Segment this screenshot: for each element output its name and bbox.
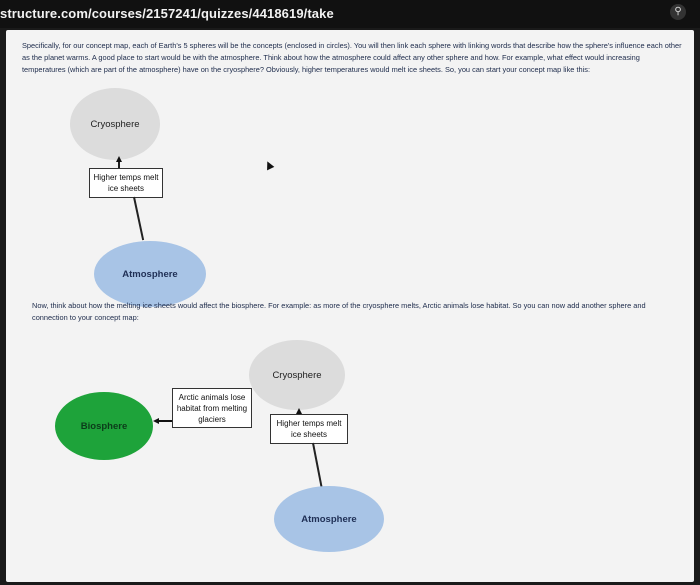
mouse-cursor-icon bbox=[264, 160, 275, 171]
now-paragraph: Now, think about how the melting ice sheets would affect the biosphere. For example: as more of the cryosphere melts, Arctic animals lose habitat. So you can now add another sphere and connection to your concept map: bbox=[32, 301, 646, 322]
cryosphere-node bbox=[249, 340, 345, 410]
biosphere-label: Biosphere bbox=[80, 420, 128, 432]
link-label: Higher temps melt ice sheets bbox=[93, 173, 159, 193]
atmosphere-label: Atmosphere bbox=[301, 513, 357, 525]
browser-address-bar[interactable] bbox=[0, 0, 700, 28]
link-label-box bbox=[89, 168, 163, 198]
cryosphere-label: Cryosphere bbox=[272, 369, 322, 381]
biosphere-node bbox=[55, 392, 153, 460]
intro-paragraph: Specifically, for our concept map, each of Earth's 5 spheres will be the concepts (enclosed in circles). You will then link each sphere with linking words that describe how the sphere's influence each other as the planet warms. A good place to start would be with the atmosphere. Think about how the atmosphere could affect any other sphere and how. For example, what effect would increasing temperatures (which are part of the atmosphere) have on the cryosphere? Obviously, higher temperatures would melt ice sheets. So, you can start your concept map like this: bbox=[22, 41, 682, 74]
atmosphere-node bbox=[94, 241, 206, 307]
link-label-box bbox=[172, 388, 252, 428]
link-label: Arctic animals lose habitat from melting glaciers bbox=[176, 393, 248, 424]
cryosphere-label: Cryosphere bbox=[90, 118, 140, 130]
connector-line bbox=[133, 197, 144, 240]
link-label: Higher temps melt ice sheets bbox=[276, 419, 342, 439]
atmosphere-node bbox=[274, 486, 384, 552]
url-text[interactable]: structure.com/courses/2157241/quizzes/4418619/take bbox=[0, 6, 334, 21]
cryosphere-node bbox=[70, 88, 160, 160]
quiz-page bbox=[6, 30, 694, 582]
search-icon[interactable]: ⚲ bbox=[670, 4, 686, 20]
link-label-box bbox=[270, 414, 348, 444]
connector-line bbox=[312, 443, 323, 489]
connector-line bbox=[158, 420, 172, 422]
atmosphere-label: Atmosphere bbox=[122, 268, 178, 280]
